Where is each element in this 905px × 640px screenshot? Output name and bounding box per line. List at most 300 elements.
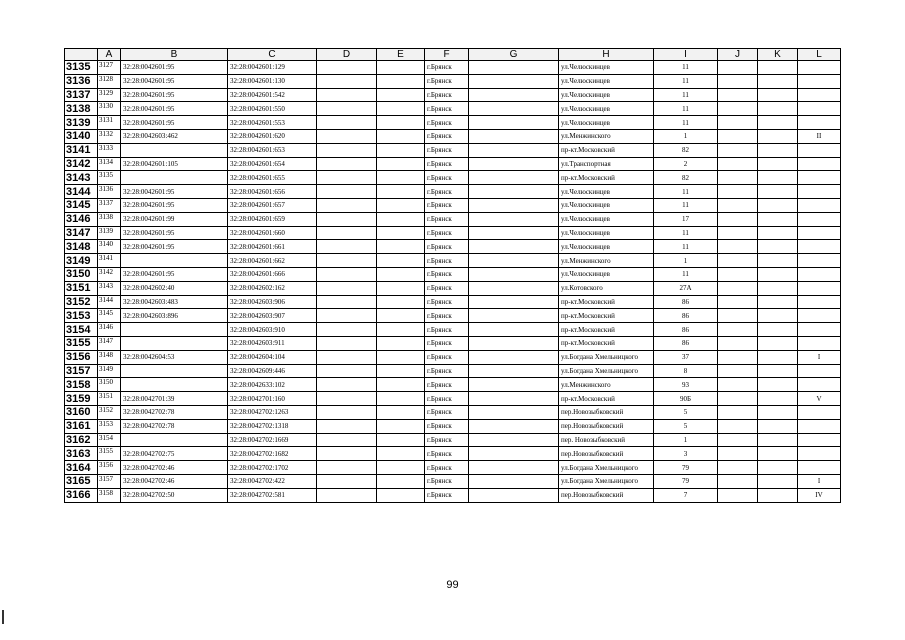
cell-c[interactable]: 32:28:0042603:911	[228, 336, 317, 350]
cell-c[interactable]: 32:28:0042633:102	[228, 378, 317, 392]
cell-a[interactable]: 3127	[98, 61, 121, 75]
cell-j[interactable]	[718, 433, 758, 447]
cell-e[interactable]	[377, 405, 425, 419]
cell-b[interactable]: 32:28:0042601:95	[121, 185, 228, 199]
cell-l[interactable]	[798, 254, 841, 268]
cell-g[interactable]	[469, 323, 559, 337]
cell-e[interactable]	[377, 309, 425, 323]
cell-b[interactable]: 32:28:0042601:105	[121, 157, 228, 171]
cell-a[interactable]: 3130	[98, 102, 121, 116]
cell-b[interactable]: 32:28:0042601:95	[121, 102, 228, 116]
cell-h[interactable]: пр-кт.Московский	[559, 143, 654, 157]
cell-d[interactable]	[317, 295, 377, 309]
row-number[interactable]: 3135	[65, 61, 98, 75]
cell-h[interactable]: ул.Челюскинцев	[559, 198, 654, 212]
cell-i[interactable]: 2	[654, 157, 718, 171]
cell-d[interactable]	[317, 336, 377, 350]
cell-e[interactable]	[377, 392, 425, 406]
cell-a[interactable]: 3143	[98, 281, 121, 295]
cell-g[interactable]	[469, 336, 559, 350]
cell-l[interactable]	[798, 226, 841, 240]
cell-h[interactable]: ул.Челюскинцев	[559, 116, 654, 130]
cell-i[interactable]: 82	[654, 143, 718, 157]
cell-c[interactable]: 32:28:0042609:446	[228, 364, 317, 378]
cell-f[interactable]: г.Брянск	[425, 447, 469, 461]
cell-c[interactable]: 32:28:0042603:907	[228, 309, 317, 323]
cell-k[interactable]	[758, 419, 798, 433]
cell-i[interactable]: 11	[654, 116, 718, 130]
row-number[interactable]: 3158	[65, 378, 98, 392]
cell-j[interactable]	[718, 226, 758, 240]
cell-e[interactable]	[377, 185, 425, 199]
cell-h[interactable]: пер.Новозыбковский	[559, 405, 654, 419]
cell-b[interactable]: 32:28:0042604:53	[121, 350, 228, 364]
cell-f[interactable]: г.Брянск	[425, 143, 469, 157]
cell-h[interactable]: ул.Транспортная	[559, 157, 654, 171]
cell-g[interactable]	[469, 295, 559, 309]
cell-a[interactable]: 3146	[98, 323, 121, 337]
cell-g[interactable]	[469, 171, 559, 185]
cell-c[interactable]: 32:28:0042601:660	[228, 226, 317, 240]
cell-f[interactable]: г.Брянск	[425, 364, 469, 378]
cell-f[interactable]: г.Брянск	[425, 198, 469, 212]
cell-d[interactable]	[317, 143, 377, 157]
cell-g[interactable]	[469, 364, 559, 378]
column-header-h[interactable]: H	[559, 49, 654, 61]
cell-j[interactable]	[718, 61, 758, 75]
row-number[interactable]: 3161	[65, 419, 98, 433]
cell-e[interactable]	[377, 336, 425, 350]
column-header-l[interactable]: L	[798, 49, 841, 61]
cell-c[interactable]: 32:28:0042601:653	[228, 143, 317, 157]
cell-c[interactable]: 32:28:0042601:620	[228, 129, 317, 143]
cell-k[interactable]	[758, 392, 798, 406]
cell-l[interactable]: I	[798, 474, 841, 488]
corner-cell[interactable]	[65, 49, 98, 61]
cell-c[interactable]: 32:28:0042601:553	[228, 116, 317, 130]
cell-h[interactable]: ул.Менжинского	[559, 129, 654, 143]
cell-a[interactable]: 3154	[98, 433, 121, 447]
cell-d[interactable]	[317, 88, 377, 102]
cell-j[interactable]	[718, 254, 758, 268]
cell-f[interactable]: г.Брянск	[425, 254, 469, 268]
cell-h[interactable]: ул.Богдана Хмельницкого	[559, 474, 654, 488]
cell-b[interactable]: 32:28:0042603:483	[121, 295, 228, 309]
row-number[interactable]: 3157	[65, 364, 98, 378]
cell-k[interactable]	[758, 157, 798, 171]
cell-j[interactable]	[718, 240, 758, 254]
cell-c[interactable]: 32:28:0042601:662	[228, 254, 317, 268]
cell-g[interactable]	[469, 212, 559, 226]
row-number[interactable]: 3141	[65, 143, 98, 157]
cell-k[interactable]	[758, 171, 798, 185]
cell-h[interactable]: пр-кт.Московский	[559, 309, 654, 323]
cell-j[interactable]	[718, 405, 758, 419]
cell-c[interactable]: 32:28:0042702:1318	[228, 419, 317, 433]
row-number[interactable]: 3144	[65, 185, 98, 199]
cell-l[interactable]: IV	[798, 488, 841, 502]
cell-e[interactable]	[377, 129, 425, 143]
row-number[interactable]: 3159	[65, 392, 98, 406]
cell-i[interactable]: 11	[654, 226, 718, 240]
cell-l[interactable]: V	[798, 392, 841, 406]
cell-g[interactable]	[469, 88, 559, 102]
cell-e[interactable]	[377, 157, 425, 171]
column-header-a[interactable]: A	[98, 49, 121, 61]
cell-g[interactable]	[469, 281, 559, 295]
cell-j[interactable]	[718, 323, 758, 337]
cell-d[interactable]	[317, 474, 377, 488]
row-number[interactable]: 3151	[65, 281, 98, 295]
cell-c[interactable]: 32:28:0042603:910	[228, 323, 317, 337]
cell-k[interactable]	[758, 281, 798, 295]
cell-a[interactable]: 3136	[98, 185, 121, 199]
cell-a[interactable]: 3145	[98, 309, 121, 323]
cell-c[interactable]: 32:28:0042702:1702	[228, 461, 317, 475]
cell-d[interactable]	[317, 419, 377, 433]
cell-h[interactable]: ул.Челюскинцев	[559, 240, 654, 254]
cell-i[interactable]: 11	[654, 185, 718, 199]
cell-a[interactable]: 3137	[98, 198, 121, 212]
cell-h[interactable]: ул.Челюскинцев	[559, 185, 654, 199]
cell-a[interactable]: 3158	[98, 488, 121, 502]
cell-e[interactable]	[377, 102, 425, 116]
cell-k[interactable]	[758, 198, 798, 212]
cell-b[interactable]: 32:28:0042603:462	[121, 129, 228, 143]
row-number[interactable]: 3155	[65, 336, 98, 350]
column-header-g[interactable]: G	[469, 49, 559, 61]
cell-l[interactable]	[798, 102, 841, 116]
cell-g[interactable]	[469, 143, 559, 157]
cell-e[interactable]	[377, 116, 425, 130]
cell-d[interactable]	[317, 378, 377, 392]
cell-g[interactable]	[469, 447, 559, 461]
cell-c[interactable]: 32:28:0042601:542	[228, 88, 317, 102]
cell-d[interactable]	[317, 461, 377, 475]
cell-f[interactable]: г.Брянск	[425, 171, 469, 185]
cell-l[interactable]	[798, 157, 841, 171]
cell-l[interactable]	[798, 447, 841, 461]
cell-a[interactable]: 3148	[98, 350, 121, 364]
cell-c[interactable]: 32:28:0042702:422	[228, 474, 317, 488]
cell-e[interactable]	[377, 350, 425, 364]
cell-l[interactable]	[798, 61, 841, 75]
cell-c[interactable]: 32:28:0042601:656	[228, 185, 317, 199]
cell-b[interactable]	[121, 364, 228, 378]
cell-i[interactable]: 11	[654, 61, 718, 75]
cell-i[interactable]: 79	[654, 474, 718, 488]
cell-d[interactable]	[317, 267, 377, 281]
cell-d[interactable]	[317, 61, 377, 75]
cell-i[interactable]: 37	[654, 350, 718, 364]
cell-g[interactable]	[469, 254, 559, 268]
cell-c[interactable]: 32:28:0042601:659	[228, 212, 317, 226]
column-header-e[interactable]: E	[377, 49, 425, 61]
cell-d[interactable]	[317, 433, 377, 447]
cell-i[interactable]: 79	[654, 461, 718, 475]
cell-a[interactable]: 3128	[98, 74, 121, 88]
cell-b[interactable]: 32:28:0042702:75	[121, 447, 228, 461]
cell-i[interactable]: 1	[654, 129, 718, 143]
cell-k[interactable]	[758, 378, 798, 392]
cell-k[interactable]	[758, 116, 798, 130]
cell-j[interactable]	[718, 171, 758, 185]
cell-h[interactable]: пер.Новозыбковский	[559, 488, 654, 502]
cell-g[interactable]	[469, 185, 559, 199]
cell-f[interactable]: г.Брянск	[425, 433, 469, 447]
cell-a[interactable]: 3144	[98, 295, 121, 309]
cell-l[interactable]	[798, 171, 841, 185]
cell-e[interactable]	[377, 198, 425, 212]
cell-l[interactable]	[798, 116, 841, 130]
cell-e[interactable]	[377, 226, 425, 240]
cell-j[interactable]	[718, 88, 758, 102]
cell-d[interactable]	[317, 240, 377, 254]
cell-e[interactable]	[377, 474, 425, 488]
cell-d[interactable]	[317, 392, 377, 406]
row-number[interactable]: 3165	[65, 474, 98, 488]
cell-b[interactable]: 32:28:0042601:95	[121, 88, 228, 102]
cell-e[interactable]	[377, 323, 425, 337]
cell-a[interactable]: 3135	[98, 171, 121, 185]
row-number[interactable]: 3136	[65, 74, 98, 88]
cell-i[interactable]: 11	[654, 267, 718, 281]
row-number[interactable]: 3150	[65, 267, 98, 281]
cell-h[interactable]: ул.Челюскинцев	[559, 267, 654, 281]
cell-l[interactable]	[798, 185, 841, 199]
cell-g[interactable]	[469, 74, 559, 88]
cell-f[interactable]: г.Брянск	[425, 61, 469, 75]
cell-c[interactable]: 32:28:0042702:1669	[228, 433, 317, 447]
cell-f[interactable]: г.Брянск	[425, 226, 469, 240]
cell-l[interactable]	[798, 267, 841, 281]
cell-g[interactable]	[469, 198, 559, 212]
cell-l[interactable]	[798, 433, 841, 447]
cell-a[interactable]: 3142	[98, 267, 121, 281]
row-number[interactable]: 3142	[65, 157, 98, 171]
cell-b[interactable]: 32:28:0042601:99	[121, 212, 228, 226]
cell-b[interactable]: 32:28:0042602:40	[121, 281, 228, 295]
cell-j[interactable]	[718, 461, 758, 475]
cell-b[interactable]	[121, 323, 228, 337]
cell-f[interactable]: г.Брянск	[425, 88, 469, 102]
cell-j[interactable]	[718, 74, 758, 88]
row-number[interactable]: 3147	[65, 226, 98, 240]
cell-j[interactable]	[718, 295, 758, 309]
cell-k[interactable]	[758, 323, 798, 337]
cell-l[interactable]	[798, 198, 841, 212]
cell-b[interactable]: 32:28:0042701:39	[121, 392, 228, 406]
row-number[interactable]: 3164	[65, 461, 98, 475]
cell-f[interactable]: г.Брянск	[425, 185, 469, 199]
cell-i[interactable]: 8	[654, 364, 718, 378]
cell-d[interactable]	[317, 171, 377, 185]
cell-j[interactable]	[718, 267, 758, 281]
cell-h[interactable]: пр-кт.Московский	[559, 336, 654, 350]
cell-l[interactable]: II	[798, 129, 841, 143]
cell-h[interactable]: ул.Челюскинцев	[559, 61, 654, 75]
cell-g[interactable]	[469, 433, 559, 447]
row-number[interactable]: 3138	[65, 102, 98, 116]
cell-e[interactable]	[377, 143, 425, 157]
cell-a[interactable]: 3155	[98, 447, 121, 461]
cell-j[interactable]	[718, 212, 758, 226]
cell-i[interactable]: 11	[654, 102, 718, 116]
cell-k[interactable]	[758, 474, 798, 488]
cell-b[interactable]	[121, 433, 228, 447]
cell-h[interactable]: пер.Новозыбковский	[559, 419, 654, 433]
cell-e[interactable]	[377, 240, 425, 254]
cell-i[interactable]: 5	[654, 419, 718, 433]
cell-a[interactable]: 3157	[98, 474, 121, 488]
row-number[interactable]: 3156	[65, 350, 98, 364]
cell-f[interactable]: г.Брянск	[425, 488, 469, 502]
cell-f[interactable]: г.Брянск	[425, 336, 469, 350]
cell-g[interactable]	[469, 102, 559, 116]
cell-i[interactable]: 11	[654, 88, 718, 102]
column-header-k[interactable]: K	[758, 49, 798, 61]
row-number[interactable]: 3153	[65, 309, 98, 323]
cell-d[interactable]	[317, 323, 377, 337]
cell-h[interactable]: ул.Богдана Хмельницкого	[559, 364, 654, 378]
cell-i[interactable]: 11	[654, 240, 718, 254]
cell-h[interactable]: пр-кт.Московский	[559, 295, 654, 309]
cell-a[interactable]: 3139	[98, 226, 121, 240]
cell-c[interactable]: 32:28:0042604:104	[228, 350, 317, 364]
cell-f[interactable]: г.Брянск	[425, 350, 469, 364]
row-number[interactable]: 3145	[65, 198, 98, 212]
cell-a[interactable]: 3151	[98, 392, 121, 406]
cell-l[interactable]	[798, 143, 841, 157]
cell-f[interactable]: г.Брянск	[425, 74, 469, 88]
cell-f[interactable]: г.Брянск	[425, 212, 469, 226]
cell-l[interactable]	[798, 281, 841, 295]
cell-i[interactable]: 86	[654, 323, 718, 337]
row-number[interactable]: 3148	[65, 240, 98, 254]
cell-l[interactable]	[798, 419, 841, 433]
cell-f[interactable]: г.Брянск	[425, 323, 469, 337]
cell-e[interactable]	[377, 267, 425, 281]
cell-e[interactable]	[377, 419, 425, 433]
row-number[interactable]: 3143	[65, 171, 98, 185]
cell-g[interactable]	[469, 474, 559, 488]
cell-l[interactable]	[798, 295, 841, 309]
cell-c[interactable]: 32:28:0042601:655	[228, 171, 317, 185]
cell-g[interactable]	[469, 392, 559, 406]
cell-a[interactable]: 3132	[98, 129, 121, 143]
cell-k[interactable]	[758, 447, 798, 461]
cell-k[interactable]	[758, 254, 798, 268]
cell-j[interactable]	[718, 129, 758, 143]
cell-i[interactable]: 86	[654, 336, 718, 350]
cell-g[interactable]	[469, 226, 559, 240]
cell-l[interactable]	[798, 378, 841, 392]
cell-d[interactable]	[317, 157, 377, 171]
cell-b[interactable]: 32:28:0042601:95	[121, 240, 228, 254]
cell-f[interactable]: г.Брянск	[425, 240, 469, 254]
cell-e[interactable]	[377, 254, 425, 268]
cell-h[interactable]: ул.Менжинского	[559, 254, 654, 268]
cell-b[interactable]: 32:28:0042702:46	[121, 461, 228, 475]
cell-l[interactable]	[798, 212, 841, 226]
cell-i[interactable]: 3	[654, 447, 718, 461]
cell-i[interactable]: 93	[654, 378, 718, 392]
cell-i[interactable]: 1	[654, 433, 718, 447]
cell-e[interactable]	[377, 61, 425, 75]
cell-d[interactable]	[317, 198, 377, 212]
cell-e[interactable]	[377, 212, 425, 226]
cell-k[interactable]	[758, 212, 798, 226]
cell-e[interactable]	[377, 295, 425, 309]
cell-j[interactable]	[718, 143, 758, 157]
cell-j[interactable]	[718, 364, 758, 378]
cell-e[interactable]	[377, 364, 425, 378]
cell-h[interactable]: ул.Богдана Хмельницкого	[559, 350, 654, 364]
cell-h[interactable]: ул.Челюскинцев	[559, 88, 654, 102]
cell-b[interactable]: 32:28:0042603:896	[121, 309, 228, 323]
cell-c[interactable]: 32:28:0042601:657	[228, 198, 317, 212]
cell-b[interactable]	[121, 336, 228, 350]
cell-d[interactable]	[317, 226, 377, 240]
cell-c[interactable]: 32:28:0042701:160	[228, 392, 317, 406]
cell-d[interactable]	[317, 447, 377, 461]
cell-h[interactable]: пер.Новозыбковский	[559, 447, 654, 461]
cell-f[interactable]: г.Брянск	[425, 295, 469, 309]
cell-d[interactable]	[317, 129, 377, 143]
cell-f[interactable]: г.Брянск	[425, 102, 469, 116]
cell-g[interactable]	[469, 350, 559, 364]
cell-h[interactable]: ул.Менжинского	[559, 378, 654, 392]
cell-k[interactable]	[758, 240, 798, 254]
cell-i[interactable]: 82	[654, 171, 718, 185]
cell-k[interactable]	[758, 309, 798, 323]
cell-l[interactable]	[798, 405, 841, 419]
cell-j[interactable]	[718, 419, 758, 433]
cell-d[interactable]	[317, 212, 377, 226]
cell-l[interactable]	[798, 323, 841, 337]
cell-g[interactable]	[469, 309, 559, 323]
cell-l[interactable]	[798, 336, 841, 350]
row-number[interactable]: 3163	[65, 447, 98, 461]
cell-b[interactable]: 32:28:0042601:95	[121, 61, 228, 75]
cell-b[interactable]: 32:28:0042601:95	[121, 226, 228, 240]
cell-i[interactable]: 86	[654, 295, 718, 309]
cell-d[interactable]	[317, 364, 377, 378]
cell-f[interactable]: г.Брянск	[425, 378, 469, 392]
cell-k[interactable]	[758, 102, 798, 116]
row-number[interactable]: 3160	[65, 405, 98, 419]
cell-k[interactable]	[758, 226, 798, 240]
cell-a[interactable]: 3140	[98, 240, 121, 254]
cell-i[interactable]: 17	[654, 212, 718, 226]
cell-b[interactable]: 32:28:0042702:78	[121, 405, 228, 419]
cell-k[interactable]	[758, 350, 798, 364]
cell-a[interactable]: 3134	[98, 157, 121, 171]
cell-a[interactable]: 3138	[98, 212, 121, 226]
cell-k[interactable]	[758, 61, 798, 75]
cell-d[interactable]	[317, 309, 377, 323]
cell-l[interactable]: I	[798, 350, 841, 364]
cell-b[interactable]: 32:28:0042601:95	[121, 198, 228, 212]
cell-d[interactable]	[317, 102, 377, 116]
cell-h[interactable]: пр-кт.Московский	[559, 392, 654, 406]
cell-a[interactable]: 3147	[98, 336, 121, 350]
cell-g[interactable]	[469, 157, 559, 171]
cell-l[interactable]	[798, 74, 841, 88]
cell-b[interactable]	[121, 171, 228, 185]
column-header-i[interactable]: I	[654, 49, 718, 61]
cell-e[interactable]	[377, 433, 425, 447]
